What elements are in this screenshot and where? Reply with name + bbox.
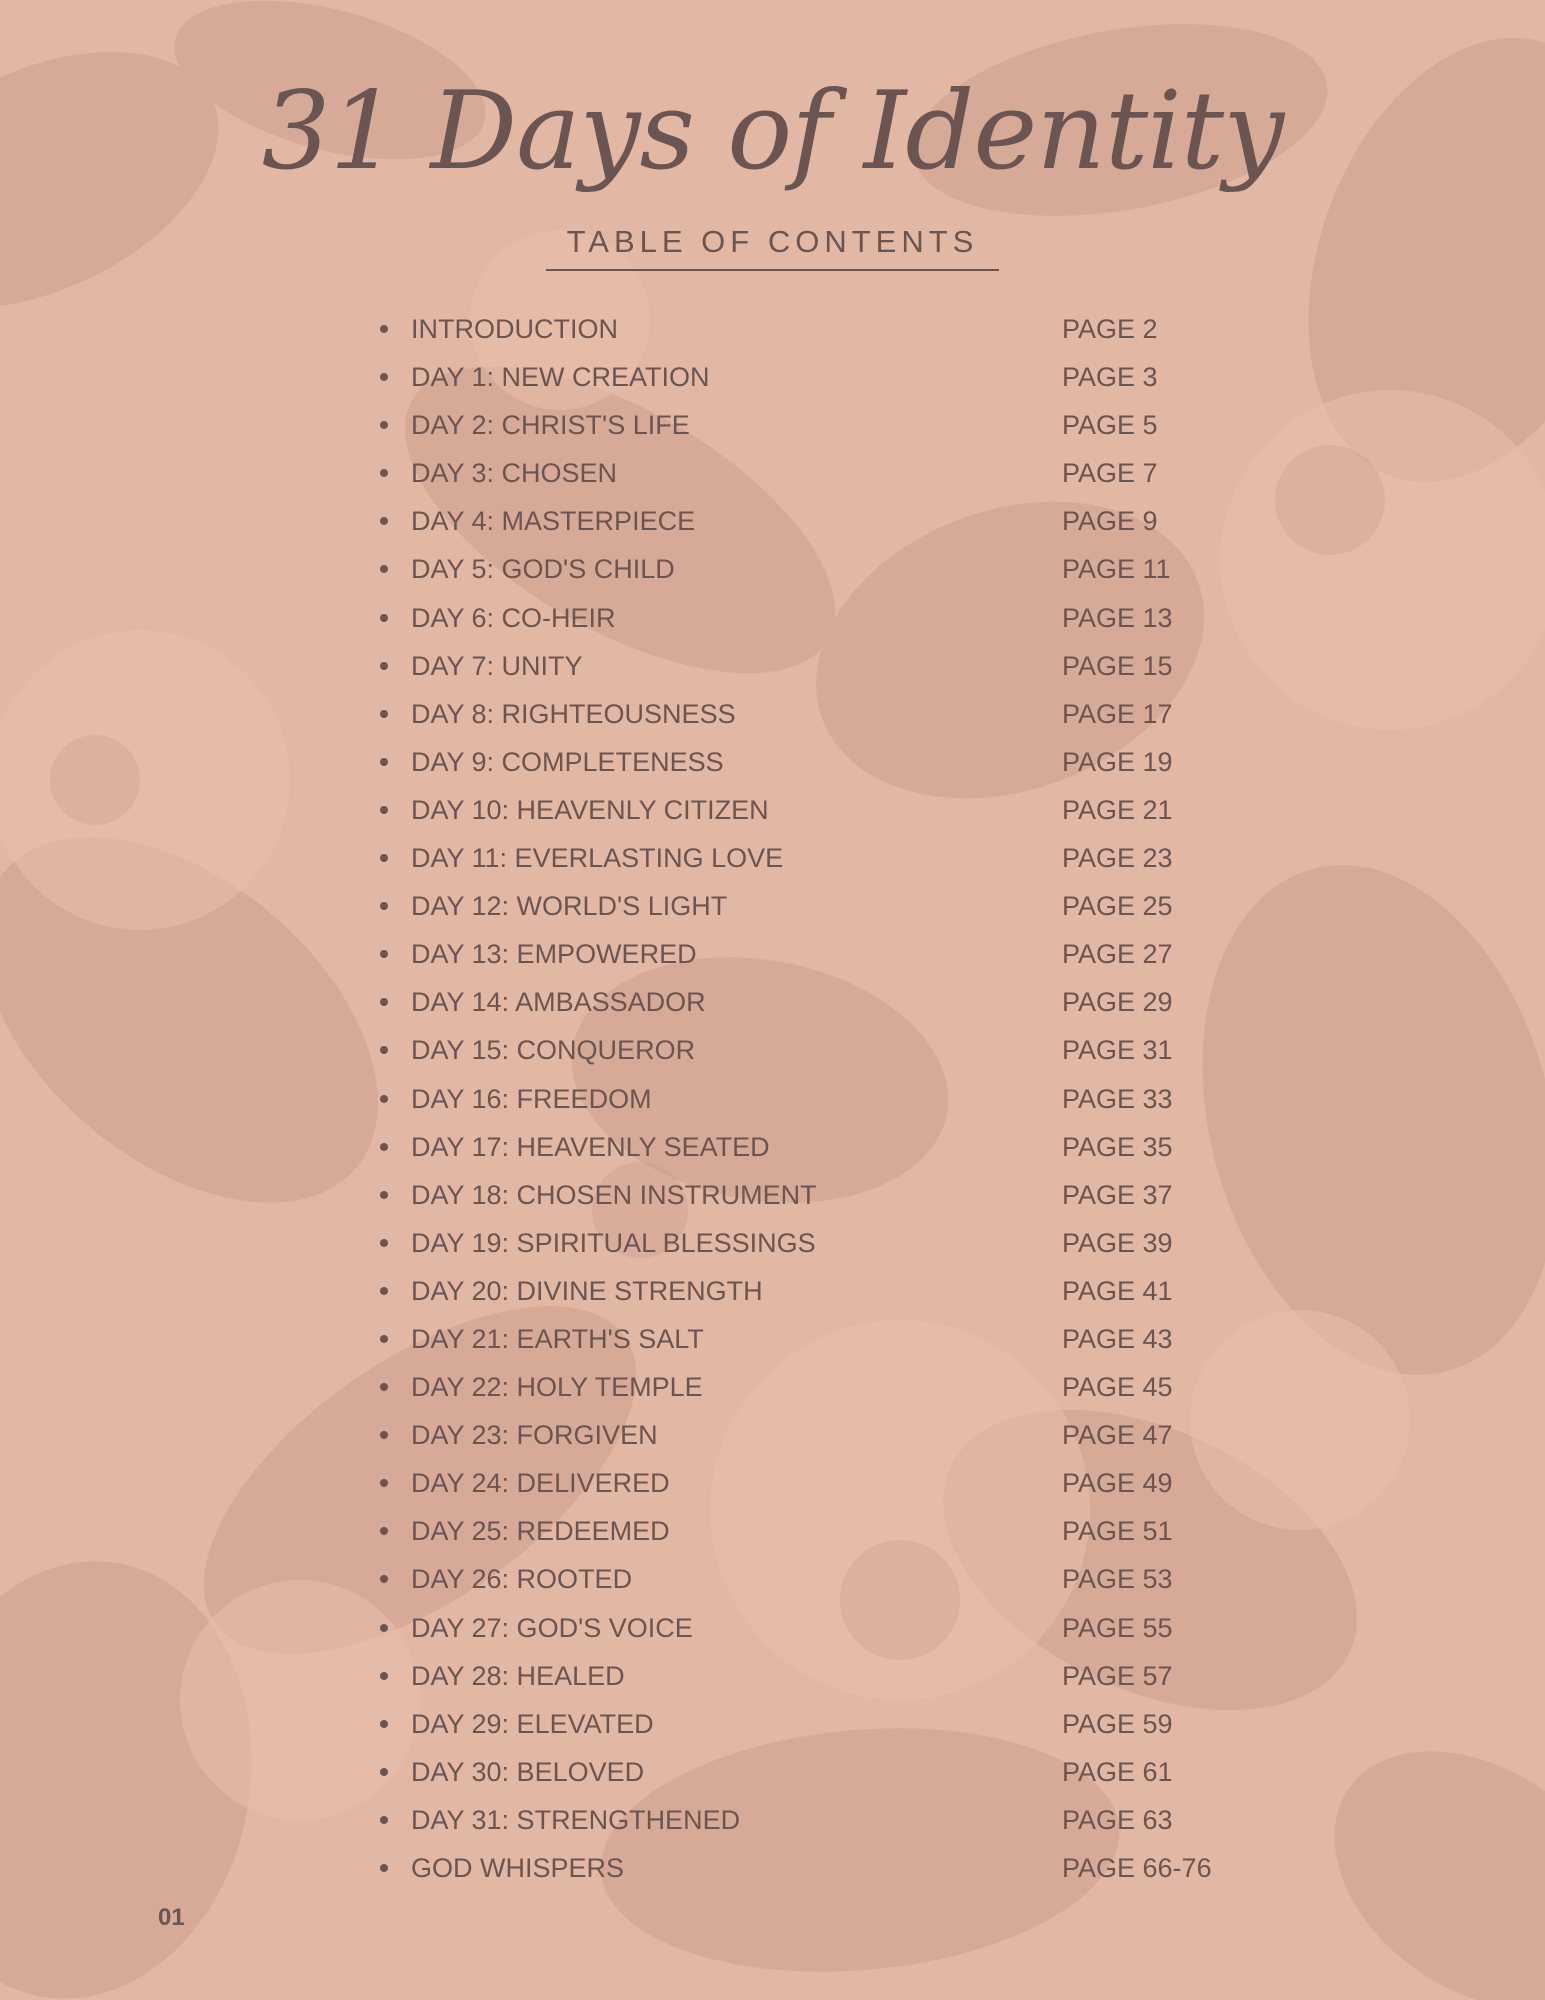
toc-entry [0, 690, 1545, 738]
toc-entry [0, 305, 1545, 353]
toc-entry [0, 1459, 1545, 1507]
toc-entry-page: PAGE 57 [1062, 1660, 1173, 1691]
table-of-contents-list [0, 305, 1545, 1892]
toc-entry-page: PAGE 11 [1062, 554, 1171, 585]
toc-entry-title: DAY 18: CHOSEN INSTRUMENT [411, 1179, 817, 1210]
toc-entry [0, 1171, 1545, 1219]
bullet-icon [380, 1191, 388, 1199]
toc-entry-page: PAGE 47 [1062, 1420, 1173, 1451]
toc-entry-title: DAY 28: HEALED [411, 1660, 625, 1691]
toc-entry-title: DAY 10: HEAVENLY CITIZEN [411, 794, 769, 825]
bullet-icon [380, 1383, 388, 1391]
toc-entry-title: DAY 9: COMPLETENESS [411, 746, 724, 777]
bullet-icon [380, 565, 388, 573]
toc-entry-page: PAGE 39 [1062, 1227, 1173, 1258]
toc-entry-title: DAY 19: SPIRITUAL BLESSINGS [411, 1227, 816, 1258]
page-number: 01 [158, 1904, 185, 1931]
bullet-icon [380, 806, 388, 814]
toc-entry-title: INTRODUCTION [411, 314, 618, 344]
toc-entry-page: PAGE 25 [1062, 891, 1173, 922]
bullet-icon [380, 1816, 388, 1824]
toc-entry-page: PAGE 59 [1062, 1708, 1173, 1739]
bullet-icon [380, 1335, 388, 1343]
toc-entry-page: PAGE 29 [1062, 987, 1173, 1018]
bullet-icon [380, 1479, 388, 1487]
toc-entry-title: DAY 11: EVERLASTING LOVE [411, 843, 784, 874]
toc-entry-title: DAY 16: FREEDOM [411, 1083, 652, 1114]
toc-entry-title: DAY 5: GOD'S CHILD [411, 554, 675, 585]
toc-entry [0, 786, 1545, 834]
toc-entry [0, 834, 1545, 882]
toc-entry [0, 1411, 1545, 1459]
toc-entry-page: PAGE 31 [1062, 1035, 1173, 1066]
toc-entry [0, 1700, 1545, 1748]
bullet-icon [380, 758, 388, 766]
toc-entry-title: DAY 20: DIVINE STRENGTH [411, 1275, 763, 1306]
toc-entry-page: PAGE 61 [1062, 1756, 1173, 1787]
toc-entry [0, 1748, 1545, 1796]
toc-entry-page: PAGE 49 [1062, 1468, 1173, 1499]
toc-entry-page: PAGE 19 [1062, 746, 1173, 777]
toc-entry-page: PAGE 37 [1062, 1179, 1173, 1210]
toc-entry-title: DAY 1: NEW CREATION [411, 362, 710, 393]
toc-entry-title: DAY 15: CONQUEROR [411, 1035, 696, 1066]
toc-entry-title: DAY 31: STRENGTHENED [411, 1804, 741, 1835]
toc-entry-page: PAGE 33 [1062, 1083, 1173, 1114]
toc-entry-page: PAGE 5 [1062, 410, 1158, 441]
toc-entry-page: PAGE 35 [1062, 1131, 1173, 1162]
toc-entry [0, 1604, 1545, 1652]
bullet-icon [380, 1527, 388, 1535]
toc-entry-title: DAY 23: FORGIVEN [411, 1420, 658, 1451]
bullet-icon [380, 517, 388, 525]
bullet-icon [380, 1575, 388, 1583]
toc-entry [0, 1652, 1545, 1700]
bullet-icon [380, 1046, 388, 1054]
toc-entry-title: DAY 13: EMPOWERED [411, 939, 697, 970]
toc-entry [0, 449, 1545, 497]
bullet-icon [380, 950, 388, 958]
toc-entry-title: DAY 3: CHOSEN [411, 458, 618, 489]
toc-entry-page: PAGE 3 [1062, 362, 1158, 393]
toc-entry [0, 1315, 1545, 1363]
toc-entry-title: DAY 2: CHRIST'S LIFE [411, 410, 690, 441]
toc-entry [0, 1844, 1545, 1892]
bullet-icon [380, 662, 388, 670]
toc-entry-page: PAGE 43 [1062, 1323, 1173, 1354]
toc-entry-page: PAGE 23 [1062, 843, 1173, 874]
toc-entry [0, 882, 1545, 930]
bullet-icon [380, 902, 388, 910]
bullet-icon [380, 614, 388, 622]
bullet-icon [380, 854, 388, 862]
bullet-icon [380, 1768, 388, 1776]
toc-entry-title: DAY 4: MASTERPIECE [411, 506, 696, 537]
bullet-icon [380, 1864, 388, 1872]
toc-entry-title: DAY 21: EARTH'S SALT [411, 1323, 704, 1354]
toc-entry-page: PAGE 13 [1062, 602, 1173, 633]
toc-entry-title: DAY 8: RIGHTEOUSNESS [411, 698, 736, 729]
bullet-icon [380, 710, 388, 718]
toc-entry-page: PAGE 53 [1062, 1564, 1173, 1595]
bullet-icon [380, 998, 388, 1006]
toc-entry [0, 353, 1545, 401]
bullet-icon [380, 1431, 388, 1439]
toc-entry-page: PAGE 2 [1062, 314, 1158, 344]
toc-entry [0, 401, 1545, 449]
toc-entry-title: DAY 27: GOD'S VOICE [411, 1612, 693, 1643]
toc-entry-page: PAGE 17 [1062, 698, 1173, 729]
heading-divider [546, 269, 999, 271]
bullet-icon [380, 1720, 388, 1728]
toc-entry-title: DAY 22: HOLY TEMPLE [411, 1372, 703, 1403]
toc-entry [0, 1507, 1545, 1555]
bullet-icon [380, 1287, 388, 1295]
toc-entry-page: PAGE 51 [1062, 1516, 1173, 1547]
toc-entry-title: DAY 14: AMBASSADOR [411, 987, 706, 1018]
toc-entry-page: PAGE 15 [1062, 650, 1173, 681]
toc-entry [0, 930, 1545, 978]
toc-entry [0, 1363, 1545, 1411]
bullet-icon [380, 1672, 388, 1680]
toc-entry-title: DAY 12: WORLD'S LIGHT [411, 891, 728, 922]
toc-entry-page: PAGE 21 [1062, 794, 1173, 825]
toc-entry-title: DAY 26: ROOTED [411, 1564, 633, 1595]
toc-entry-page: PAGE 63 [1062, 1804, 1173, 1835]
toc-entry-title: DAY 7: UNITY [411, 650, 583, 681]
bullet-icon [380, 1143, 388, 1151]
toc-entry-page: PAGE 55 [1062, 1612, 1173, 1643]
toc-entry [0, 978, 1545, 1026]
toc-entry [0, 642, 1545, 690]
bullet-icon [380, 325, 388, 333]
toc-entry-page: PAGE 45 [1062, 1372, 1173, 1403]
toc-entry [0, 1123, 1545, 1171]
toc-entry [0, 1267, 1545, 1315]
toc-entry-page: PAGE 27 [1062, 939, 1173, 970]
toc-entry [0, 594, 1545, 642]
toc-entry [0, 1555, 1545, 1603]
document-title: 31 Days of Identity [261, 69, 1284, 194]
toc-entry [0, 1026, 1545, 1074]
toc-entry-title: DAY 24: DELIVERED [411, 1468, 670, 1499]
toc-entry-title: DAY 6: CO-HEIR [411, 602, 616, 633]
toc-entry-title: DAY 17: HEAVENLY SEATED [411, 1131, 770, 1162]
toc-entry-title: DAY 30: BELOVED [411, 1756, 645, 1787]
table-of-contents-heading: TABLE OF CONTENTS [566, 224, 979, 259]
toc-entry-page: PAGE 66-76 [1062, 1853, 1212, 1883]
bullet-icon [380, 373, 388, 381]
toc-entry-page: PAGE 9 [1062, 506, 1158, 537]
toc-entry [0, 738, 1545, 786]
bullet-icon [380, 421, 388, 429]
toc-entry [0, 1796, 1545, 1844]
toc-entry-page: PAGE 41 [1062, 1275, 1173, 1306]
bullet-icon [380, 1239, 388, 1247]
toc-entry-title: DAY 25: REDEEMED [411, 1516, 670, 1547]
toc-entry [0, 545, 1545, 593]
toc-entry [0, 497, 1545, 545]
toc-entry-title: DAY 29: ELEVATED [411, 1708, 654, 1739]
toc-entry-page: PAGE 7 [1062, 458, 1158, 489]
bullet-icon [380, 469, 388, 477]
bullet-icon [380, 1624, 388, 1632]
toc-entry [0, 1219, 1545, 1267]
bullet-icon [380, 1095, 388, 1103]
toc-entry-title: GOD WHISPERS [411, 1853, 625, 1883]
toc-entry [0, 1075, 1545, 1123]
